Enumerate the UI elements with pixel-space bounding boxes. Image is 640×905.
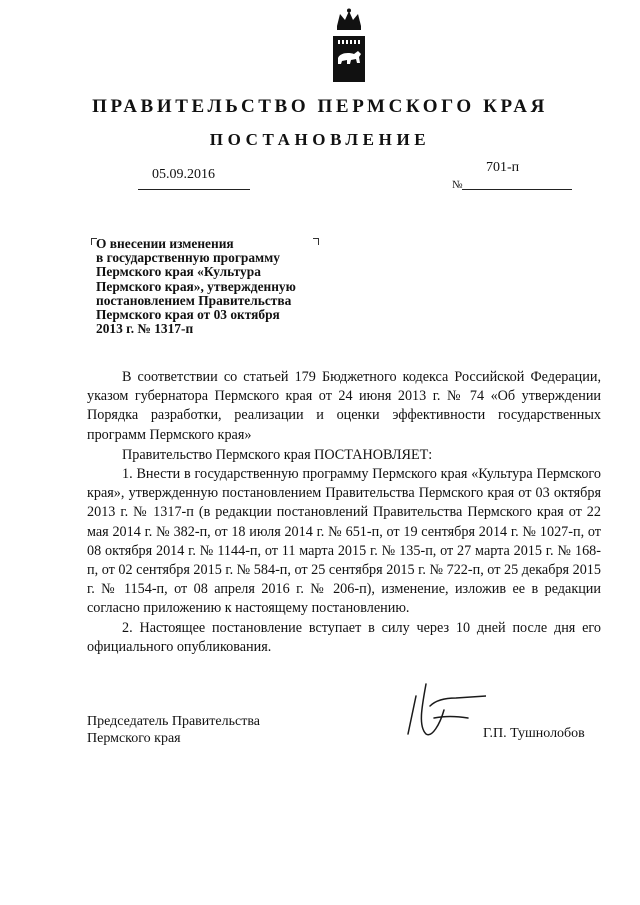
subject-line: Пермского края от 03 октября <box>96 307 280 323</box>
subject-line: 2013 г. № 1317-п <box>96 321 194 337</box>
document-body <box>87 368 601 657</box>
organization-title: ПРАВИТЕЛЬСТВО ПЕРМСКОГО КРАЯ <box>92 96 548 117</box>
subject-line: Пермского края «Культура <box>96 264 261 280</box>
subject-line: в государственную программу <box>96 250 280 266</box>
subject-line: Пермского края», утвержденную <box>96 278 296 294</box>
date-underline <box>138 189 250 190</box>
position-line: Председатель Правительства <box>87 714 260 729</box>
decree-paragraph: Правительство Пермского края ПОСТАНОВЛЯЕТ: <box>122 446 433 463</box>
subject-line: постановлением Правительства <box>96 292 292 308</box>
position-line: Пермского края <box>87 731 181 746</box>
document-number: 701-п <box>486 160 520 175</box>
subject-line: О внесении изменения <box>96 236 234 251</box>
document-type: ПОСТАНОВЛЕНИЕ <box>209 130 431 149</box>
item-1-paragraph: 1. Внести в государственную программу Пермского края «Культура Пермского края», утвержденную постановлением Правительства Пермского края от 03 октября 2013 г. № 1317-п (в редакции постановлений Правительства Пермского края от 22 мая 2014 г. № 382-п, от 18 июля 2014 г. № 651-п, от 19 сентября 2014 г. № 1027-п, от 08 октября 2014 г. № 1144-п, от 11 марта 2015 г. № 135-п, от 27 марта 2015 г. № 168-п, от 02 сентября 2015 г. № 584-п, от 25 сентября 2015 г. № 722-п, от 25 декабря 2015 г. № 1154-п, от 08 апреля 2016 г. № 206-п), изменение, изложив ее в редакции согласно приложению к настоящему постановлению. <box>87 466 601 617</box>
number-label: № <box>452 179 463 191</box>
number-underline <box>462 189 572 190</box>
document-date: 05.09.2016 <box>152 167 215 182</box>
signatory-position <box>87 713 260 747</box>
document-subject <box>96 237 346 336</box>
item-2-paragraph: 2. Настоящее постановление вступает в силу через 10 дней после дня его официального опубликования. <box>87 619 601 655</box>
intro-paragraph: В соответствии со статьей 179 Бюджетного кодекса Российской Федерации, указом губернатора Пермского края от 24 июня 2013 г. № 74 «Об утверждении Порядка разработки, реализации и оценки эффективности государственных программ Пермского края» <box>87 369 601 443</box>
handwritten-signature <box>396 676 486 744</box>
coat-of-arms-icon <box>326 8 372 88</box>
signatory-name: Г.П. Тушнолобов <box>483 726 585 741</box>
